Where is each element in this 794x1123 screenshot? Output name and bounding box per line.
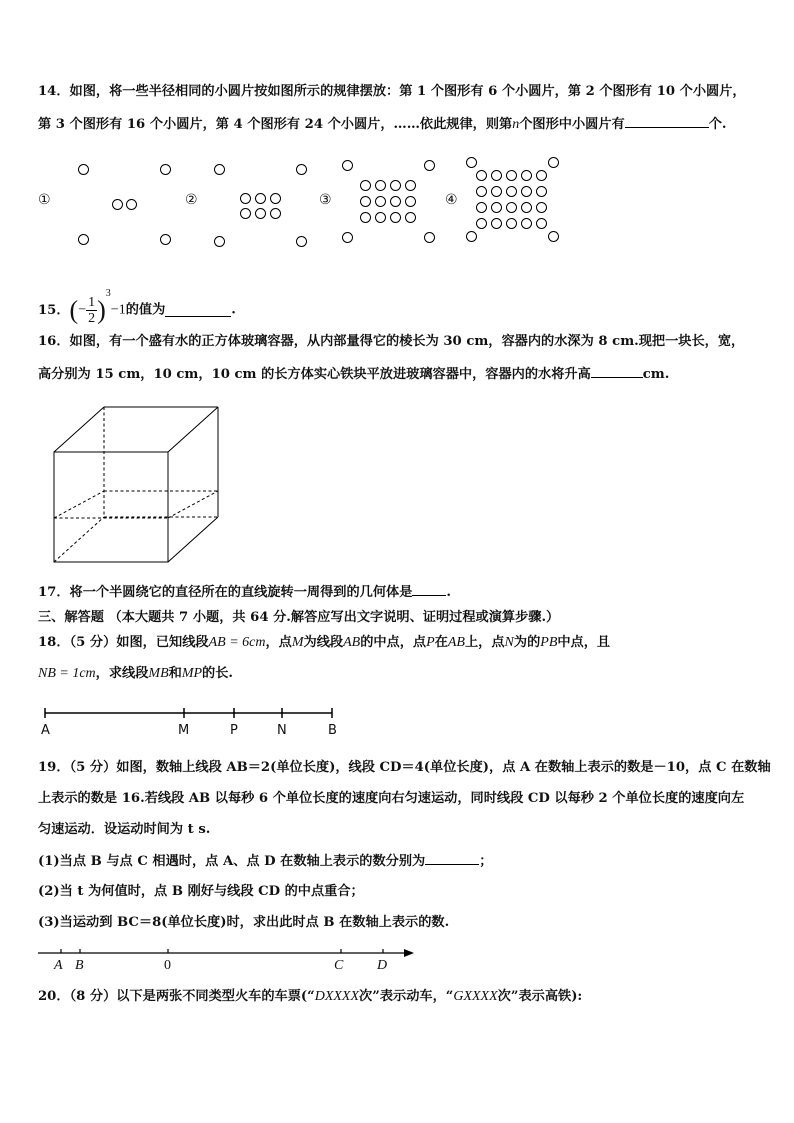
point-label-a: A (41, 723, 50, 738)
open-paren: ( (69, 295, 79, 325)
q15-text: 的值为 (125, 302, 166, 318)
q18-text: 和 (168, 666, 182, 681)
q15-tail: −1 (110, 302, 126, 318)
figure-label-3: ③ (319, 192, 332, 208)
q15-end: . (231, 302, 236, 318)
q18-text: 为的 (513, 635, 541, 650)
axis-label-c: C (334, 958, 344, 973)
axis-label-a: A (54, 958, 63, 973)
q19-line2: 上表示的数是 16.若线段 AB 以每秒 6 个单位长度的速度向右匀速运动，同时线段 CD 以每秒 2 个单位长度的速度向左 (38, 791, 745, 806)
fraction-numerator: 1 (88, 295, 96, 310)
math-ab: AB (343, 635, 361, 650)
q20-text: 次”表示高铁): (497, 989, 583, 1004)
q16-text-b: cm. (642, 367, 670, 382)
q15-number: 15． (38, 303, 70, 318)
q18-text: 上，点 (464, 635, 505, 650)
q20-text: 次”表示动车，“ (359, 989, 454, 1004)
q18-text: ，求线段 (95, 666, 149, 681)
q18-text: 18．（5 分）如图，已知线段 (38, 635, 209, 650)
q18-text: ，点 (265, 635, 292, 650)
axis-label-b: B (75, 958, 84, 973)
q14-text-a: 第 3 个图形有 16 个小圆片，第 4 个图形有 24 个小圆片，……依此规律，则第 (38, 117, 513, 132)
q20-text: 20．（8 分）以下是两张不同类型火车的车票(“ (38, 989, 315, 1004)
math-p: P (426, 635, 435, 650)
q14-line1: 14．如图，将一些半径相同的小圆片按如图所示的规律摆放：第 1 个图形有 6 个小圆片，第 2 个图形有 10 个小圆片， (38, 84, 746, 99)
fraction-denominator: 2 (88, 311, 96, 326)
q18-text: 为线段 (303, 635, 344, 650)
q19-sub1-text: (1)当点 B 与点 C 相遇时，点 A、点 D 在数轴上表示的数分别为 (38, 854, 426, 869)
q15-minus: − (78, 302, 87, 318)
axis-label-d: D (377, 958, 388, 973)
q19-sub3: (3)当运动到 BC＝8(单位长度)时，求出此时点 B 在数轴上表示的数. (38, 915, 450, 930)
arrow-icon (404, 949, 414, 957)
figure-label-2: ② (185, 192, 198, 208)
q18-text: 的长. (202, 666, 234, 681)
q14-text-b: 个图形中小圆片有 (519, 117, 625, 132)
q16-line1: 16．如图，有一个盛有水的正方体玻璃容器，从内部量得它的棱长为 30 cm，容器内的水深为 8 cm.现把一块长，宽， (38, 334, 745, 349)
q19-sub2: (2)当 t 为何值时，点 B 刚好与线段 CD 的中点重合； (38, 884, 364, 899)
q14-var-n: n (512, 117, 520, 132)
q17-text: 17．将一个半圆绕它的直径所在的直线旋转一周得到的几何体是 (38, 585, 413, 600)
math-ab: AB (447, 635, 465, 650)
math-m: M (291, 635, 304, 650)
math-mb: MB (148, 666, 169, 681)
exponent: 3 (105, 288, 111, 299)
figure-label-4: ④ (445, 192, 458, 208)
axis-label-zero: 0 (164, 958, 171, 973)
q16-text-a: 高分别为 15 cm，10 cm，10 cm 的长方体实心铁块平放进玻璃容器中，容器内的水将升高 (38, 367, 591, 382)
q19-sub1-end: ； (479, 854, 493, 869)
close-paren: ) (97, 295, 106, 325)
math-n: N (504, 635, 514, 650)
q18-text: 的中点，点 (360, 635, 427, 650)
math-ab-6cm: AB = 6cm (208, 635, 266, 650)
math-dxxxx: DXXXX (314, 989, 360, 1004)
section-heading: 三、解答题 （本大题共 7 小题，共 64 分.解答应写出文字说明、证明过程或演算步骤.） (38, 610, 560, 625)
q19-line3: 匀速运动．设运动时间为 t s. (38, 822, 211, 837)
q14-text-c: 个. (708, 117, 727, 132)
point-label-n: N (277, 723, 287, 738)
point-label-p: P (230, 723, 238, 738)
q18-text: 中点，且 (557, 635, 611, 650)
q19-line1: 19．（5 分）如图，数轴上线段 AB＝2(单位长度)，线段 CD＝4(单位长度)，点 A 在数轴上表示的数是－10，点 C 在数轴 (38, 760, 771, 775)
q17-end: . (446, 585, 452, 600)
point-label-m: M (178, 723, 190, 738)
math-pb: PB (540, 635, 558, 650)
math-gxxxx: GXXXX (453, 989, 498, 1004)
figure-label-1: ① (38, 192, 51, 208)
point-label-b: B (328, 723, 337, 738)
q18-text: 在 (434, 635, 448, 650)
math-nb-1cm: NB = 1cm (38, 666, 96, 681)
math-mp: MP (181, 666, 203, 681)
q20-line (38, 988, 582, 1006)
